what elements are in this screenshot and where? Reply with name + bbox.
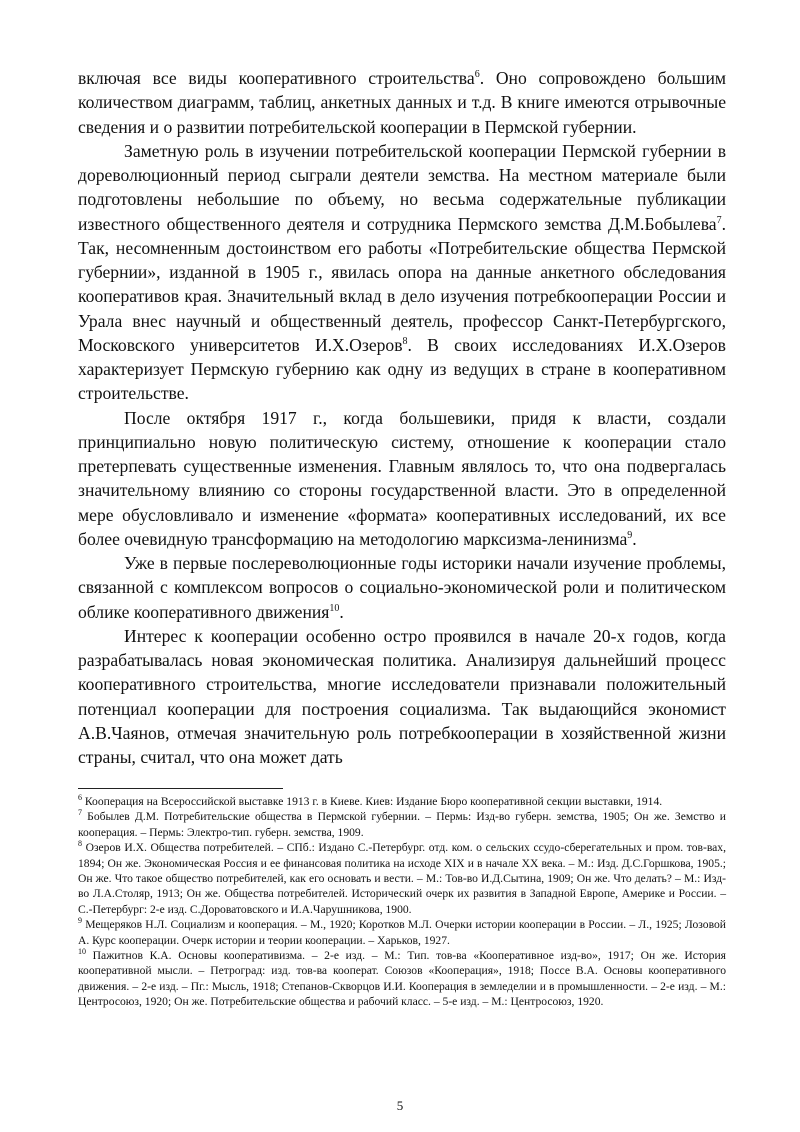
main-text <box>78 66 726 769</box>
footnote-divider <box>78 788 283 789</box>
paragraph-5: Интерес к кооперации особенно остро проявился в начале 20-х годов, когда разрабатывалась новая экономическая политика. Анализируя дальнейший процесс кооперативного строительства, многие исследователи признавали положительный потенциал кооперации для построения социализма. Так выдающийся экономист А.В.Чаянов, отмечая значительную роль потребкооперации в хозяйственной жизни страны, считал, что она может дать <box>78 625 726 767</box>
footnote-6: $^6$ Кооперация на Всероссийской выставке 1913 г. в Киеве. Киев: Издание Бюро кооперативной секции выставки, 1914. <box>78 793 663 808</box>
footnote-ref-6[interactable]: 6 <box>474 69 480 81</box>
paragraph-1: включая все виды кооперативного строительства$^6$. Оно сопровождено большим количеством диаграмм, таблиц, анкетных данных и т.д. В книге имеются отрывочные сведения и о развитии потребительской кооперации в Пермской губернии. <box>78 68 727 137</box>
footnote-ref-7[interactable]: 7 <box>716 214 722 226</box>
footnote-7: $^7$ Бобылев Д.М. Потребительские общества в Пермской губернии. – Пермь: Изд-во губерн. земства, 1905; Он же. Земство и кооперация. – Пермь: Электро-тип. губерн. земства, 1909. <box>78 808 726 839</box>
footnote-ref-8[interactable]: 8 <box>402 335 408 347</box>
footnote-ref-10[interactable]: 10 <box>329 602 340 614</box>
paragraph-2: Заметную роль в изучении потребительской кооперации Пермской губернии в дореволюционный период сыграли деятели земства. На местном материале были подготовлены небольшие по объему, но весьма содержательные публикации известного общественного деятеля и сотрудника Пермского земства Д.М.Бобылева$^7$. Так, несомненным достоинством его работы «Потребительские общества Пермской губернии», изданной в 1905 г., явилась опора на данные анкетного обследования кооперативов края. Значительный вклад в дело изучения потребкооперации России и Урала внес научный и общественный деятель, профессор Санкт-Петербургского, Московского университетов И.Х.Озеров$^8$. В своих исследованиях И.Х.Озеров характеризует Пермскую губернию как одну из ведущих в стране в кооперативном строительстве. <box>78 140 726 404</box>
footnotes <box>78 794 726 1010</box>
footnote-10: $^{10}$ Пажитнов К.А. Основы кооперативизма. – 2-е изд. – М.: Тип. тов-ва «Кооперативное изд-во», 1917; Он же. История кооперативной мысли. – Петроград: изд. тов-ва кооперат. Союзов «Кооперация», 1918; Поссе В.А. Основы кооперативного движения. – 2-е изд. – Пг.: Мысль, 1918; Степанов-Скворцов И.И. Кооперация в земледелии и в промышленности. – 2-е изд. – М.: Центросоюз, 1920; Он же. Потребительские общества и рабочий класс. – 5-е изд. – М.: Центросоюз, 1920. <box>78 947 726 1009</box>
paragraph-4: Уже в первые послереволюционные годы историки начали изучение проблемы, связанной с комплексом вопросов о социально-экономической роли и политическом облике кооперативного движения$^{10}$. <box>78 553 726 622</box>
page-number: 5 <box>396 1098 404 1113</box>
footnote-8: $^8$ Озеров И.Х. Общества потребителей. – СПб.: Издано С.-Петербург. отд. ком. о сельских ссудо-сберегательных и пром. тов-вах, 1894; Он же. Экономическая Россия и ее финансовая политика на исходе XIX и в начале XX века. – М.: Изд. Д.С.Горшкова, 1905.; Он же. Что такое общество потребителей, как его основать и вести. – М.: Тов-во И.Д.Сытина, 1909; Он же. Что делать? – М.: Изд-во Л.А.Столяр, 1913; Он же. Общества потребителей. Исторический очерк их развития в Западной Европе, Америке и России. – С.-Петербург: 2-е изд. С.Дороватовского и И.А.Чарушникова, 1900. <box>78 839 726 916</box>
footnote-9: $^9$ Мещеряков Н.Л. Социализм и кооперация. – М., 1920; Коротков М.Л. Очерки истории кооперации в России. – Л., 1925; Лозовой А. Курс кооперации. Очерк истории и теории кооперации. – Харьков, 1927. <box>78 916 726 947</box>
paragraph-3: После октября 1917 г., когда большевики, придя к власти, создали принципиально новую политическую систему, отношение к кооперации стало претерпевать существенные изменения. Главным являлось то, что она подвергалась значительному влиянию со стороны государственной власти. Это в определенной мере обусловливало и изменение «формата» кооперативных исследований, их все более очевидную трансформацию на методологию марксизма-ленинизма$^9$. <box>78 407 726 549</box>
footnote-ref-9[interactable]: 9 <box>627 529 633 541</box>
